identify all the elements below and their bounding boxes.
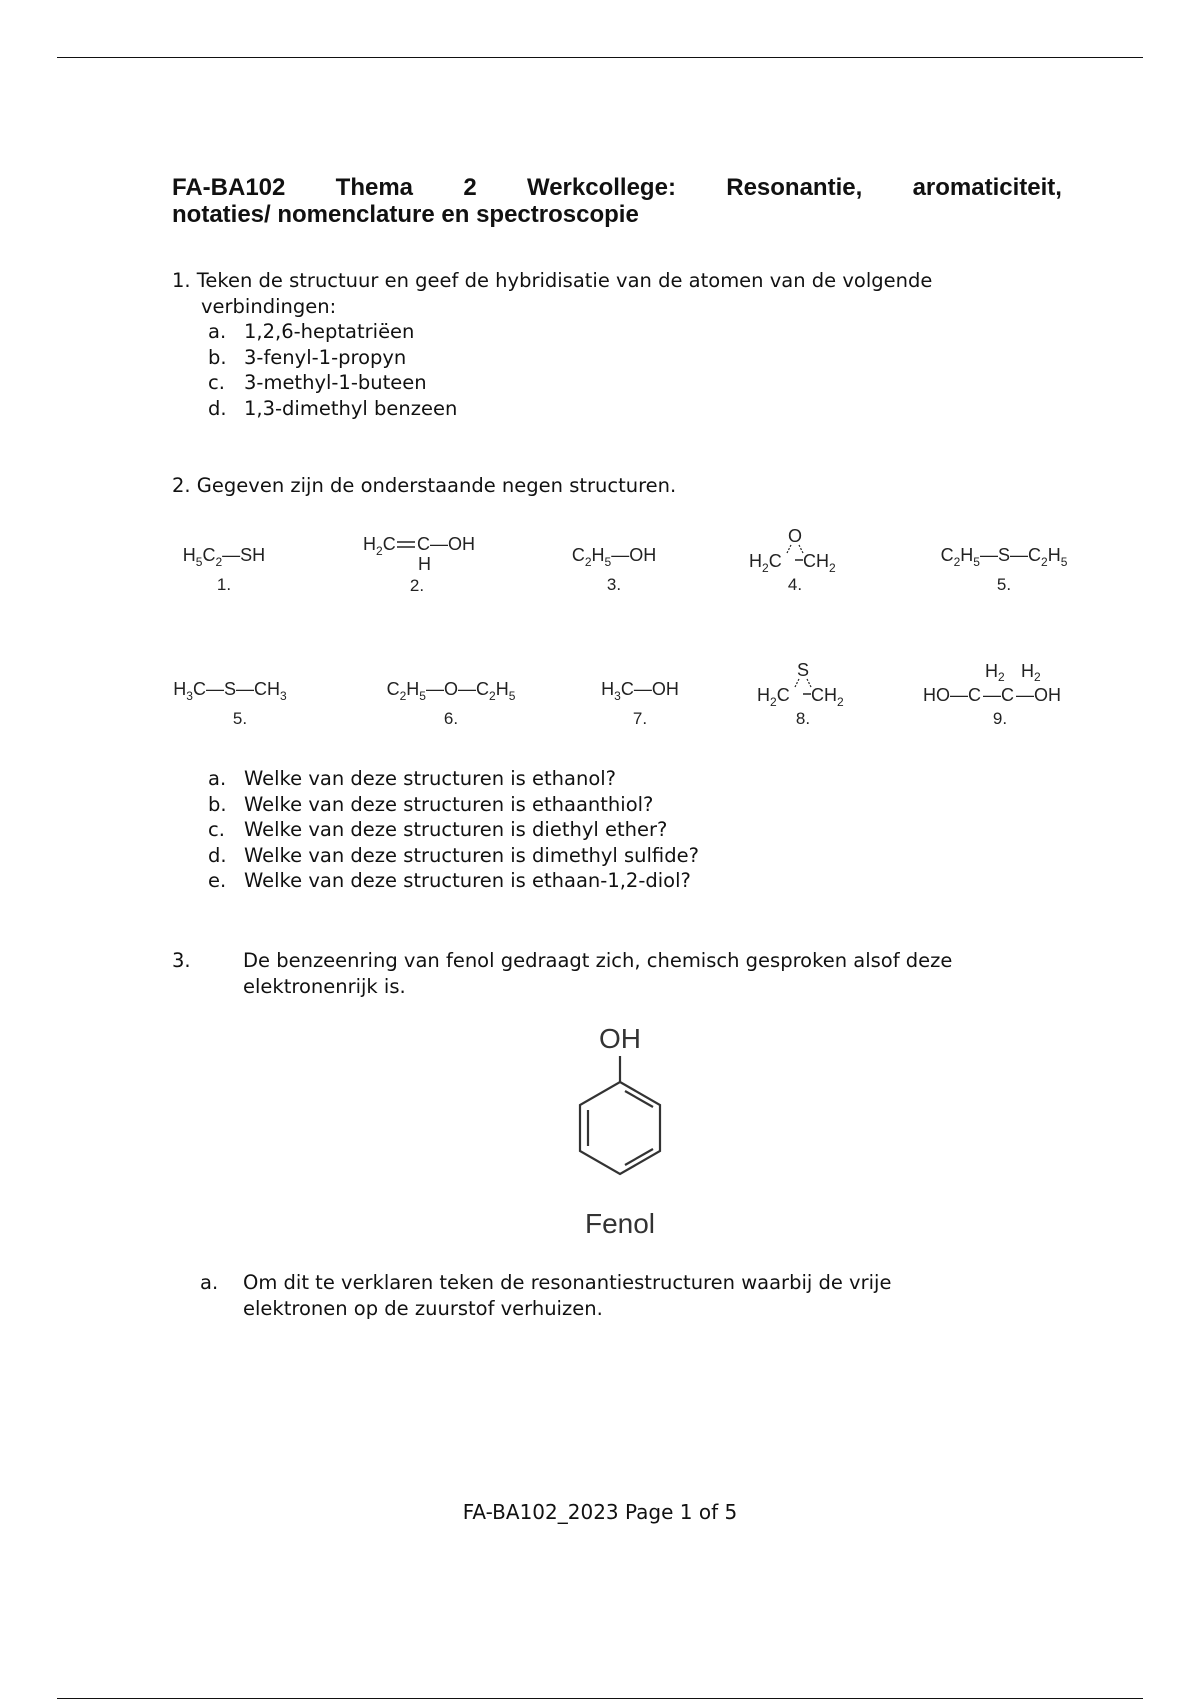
svg-text:S: S (796, 660, 810, 680)
question-1-text-cont: verbindingen: (201, 294, 337, 318)
question-3a-text (243, 1270, 891, 1321)
structure-number: 1. (216, 575, 232, 594)
hydroxyl-group-label: OH (599, 1023, 641, 1054)
structure-7 (560, 669, 720, 729)
structure-number: 4. (787, 575, 803, 594)
structure-number: 5. (996, 575, 1012, 594)
svg-text:C2H5—S—C2H5: $C_2H_5—S—C_2H_5$ (940, 545, 1068, 569)
structure-4 (715, 525, 875, 595)
item-text: 1,3-dimethyl benzeen (244, 396, 458, 420)
structure-number: 5. (232, 709, 248, 728)
structure-5-formula (919, 535, 1089, 575)
item-text: Welke van deze structuren is ethaan-1,2-diol? (244, 869, 691, 892)
question-2-item (208, 843, 699, 869)
fenol-caption: Fenol (584, 1208, 656, 1239)
item-letter: a. (208, 767, 227, 790)
question-2-item (208, 817, 699, 843)
question-3a-line: elektronen op de zuurstof verhuizen. (243, 1296, 603, 1320)
bottom-rule (57, 1698, 1143, 1699)
svg-text:CH2: $CH_2$ (803, 551, 836, 575)
question-2-subquestions (208, 766, 699, 894)
svg-text:H2: $H_2$ (985, 661, 1005, 684)
structure-3 (534, 535, 694, 595)
structure-number: 3. (606, 575, 622, 594)
title-word: Werkcollege: (526, 174, 676, 201)
svg-text:O: O (787, 526, 803, 546)
svg-text:C2H5—OH: $C_2H_5—OH$ (571, 545, 657, 569)
structure-number: 6. (443, 709, 459, 728)
structure-2 (337, 528, 497, 596)
item-text: 3-methyl-1-buteen (244, 371, 427, 394)
svg-text:H3C—OH: $H_3C—OH$ (601, 679, 679, 703)
question-3-text (243, 948, 952, 999)
question-1-item (172, 319, 932, 345)
item-letter: c. (208, 371, 225, 394)
svg-text:C—OH: C—OH (417, 534, 475, 554)
structure-5b-formula (155, 669, 305, 709)
structure-number: 9. (992, 709, 1008, 728)
item-text: Welke van deze structuren is ethaanthiol? (244, 792, 654, 816)
structure-5 (924, 535, 1084, 595)
item-text: 3-fenyl-1-propyn (244, 345, 407, 369)
structure-1-formula (154, 535, 294, 575)
question-3a-line: Om dit te verklaren teken de resonantiestructuren waarbij de vrije (243, 1271, 892, 1294)
title-word: Resonantie, (726, 174, 863, 201)
structure-7-formula (570, 669, 710, 709)
structure-4-epoxide (725, 525, 865, 575)
question-2-item (208, 766, 699, 792)
fenol-structure (570, 1020, 670, 1240)
svg-text:H2C: $H_2C$ (363, 534, 396, 558)
structure-1 (144, 535, 304, 595)
item-text: 1,2,6-heptatriëen (244, 320, 415, 343)
svg-text:H3C—S—CH3: $H_3C—S—CH_3$ (173, 679, 287, 703)
item-letter: a. (200, 1271, 219, 1294)
title-word: aromaticiteit, (912, 174, 1062, 201)
svg-text:H: H (418, 554, 431, 574)
question-1-item (172, 370, 932, 396)
item-letter: a. (208, 320, 227, 343)
question-3-line: elektronenrijk is. (243, 974, 406, 998)
question-3-line: De benzeenring van fenol gedraagt zich, chemisch gesproken alsof deze (243, 949, 953, 972)
benzene-ring (580, 1082, 660, 1174)
title-word: 2 (463, 174, 477, 201)
structure-number: 2. (409, 576, 425, 595)
question-2-item (208, 792, 699, 818)
item-letter: b. (208, 345, 227, 369)
question-2-item (208, 868, 699, 894)
item-text: Welke van deze structuren is ethanol? (244, 767, 617, 790)
question-1 (172, 268, 932, 421)
page-footer: FA-BA102_2023 Page 1 of 5 (462, 1500, 738, 1524)
item-text: Welke van deze structuren is dimethyl sulfide? (244, 843, 699, 867)
svg-text:H2: $H_2$ (1021, 661, 1041, 684)
structure-2-formula (347, 528, 487, 576)
title-line-1 (172, 174, 1062, 201)
item-text: Welke van deze structuren is diethyl ether? (244, 818, 668, 841)
structure-5b (160, 669, 320, 729)
page-title (172, 174, 1062, 228)
item-letter: c. (208, 818, 225, 841)
svg-text:C2H5—O—C2H5: $C_2H_5—O—C_2H_5$ (386, 679, 516, 703)
title-word: FA-BA102 (172, 174, 286, 201)
structure-number: 8. (795, 709, 811, 728)
structure-8 (723, 659, 883, 729)
question-1-item (172, 345, 932, 371)
title-word: Thema (335, 174, 414, 201)
question-1-item (172, 396, 932, 422)
structure-6 (371, 669, 531, 729)
svg-text:H2C: $H_2C$ (749, 551, 782, 575)
item-letter: b. (208, 792, 227, 816)
structure-9 (920, 659, 1080, 729)
svg-text:H5C2—SH: $H_5C_2—SH$ (182, 545, 266, 569)
svg-text:HO—C—C—OH: HO—C —C —OH (923, 685, 1061, 705)
structure-3-formula (544, 535, 684, 575)
title-line-2: notaties/ nomenclature en spectroscopie (172, 201, 639, 228)
question-2-intro: 2. Gegeven zijn de onderstaande negen structuren. (172, 474, 677, 497)
top-rule (57, 57, 1143, 58)
svg-text:H2C: $H_2C$ (757, 685, 790, 709)
structure-6-formula (366, 669, 536, 709)
structure-number: 7. (632, 709, 648, 728)
item-letter: e. (208, 869, 227, 892)
question-3-number: 3. (172, 949, 191, 972)
item-letter: d. (208, 396, 227, 420)
structure-9-formula (915, 659, 1085, 709)
item-letter: d. (208, 843, 227, 867)
svg-text:CH2: $CH_2$ (811, 685, 844, 709)
question-1-text: 1. Teken de structuur en geef de hybridisatie van de atomen van de volgende (172, 269, 933, 292)
structure-8-thiirane (733, 659, 873, 709)
